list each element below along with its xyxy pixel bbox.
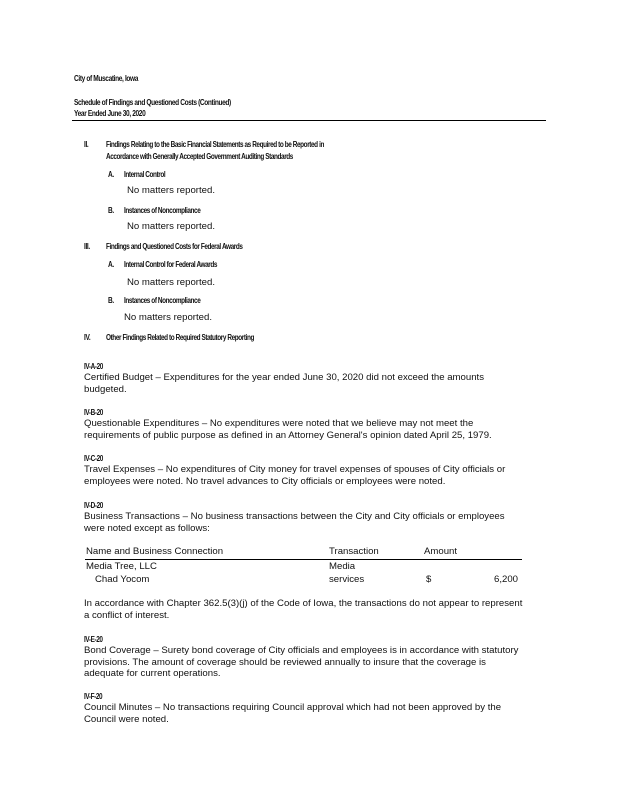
subsection-title: Internal Control for Federal Awards	[124, 260, 218, 269]
finding-text: Bond Coverage – Surety bond coverage of City officials and employees is in accordance with statutory	[84, 645, 519, 656]
finding-id: IV-A-20	[84, 362, 103, 371]
subsection-letter: A.	[108, 260, 114, 269]
transaction-type: Media	[329, 561, 356, 572]
finding-text: Questionable Expenditures – No expenditures were noted that we believe may not meet the	[84, 418, 474, 429]
finding-text: were noted except as follows:	[84, 523, 210, 534]
section-numeral: III.	[84, 242, 90, 251]
schedule-title: Schedule of Findings and Questioned Costs (Continued)	[74, 98, 231, 107]
section-title: Other Findings Related to Required Statutory Reporting	[106, 333, 255, 342]
finding-text: employees were noted. No travel advances to City officials or employees were noted.	[84, 476, 446, 487]
table-header-rule	[85, 559, 522, 560]
finding-text: Council were noted.	[84, 714, 169, 725]
conclusion-text: a conflict of interest.	[84, 610, 170, 621]
entity-name: City of Muscatine, Iowa	[74, 74, 139, 83]
finding-id: IV-C-20	[84, 454, 103, 463]
transaction-type-cont: services	[329, 574, 365, 585]
finding-id: IV-B-20	[84, 408, 103, 417]
subsection-title: Instances of Noncompliance	[124, 206, 201, 215]
subsection-body: No matters reported.	[127, 185, 215, 196]
amount: 6,200	[493, 574, 518, 585]
period: Year Ended June 30, 2020	[74, 109, 146, 118]
finding-text: provisions. The amount of coverage should be reviewed annually to insure that the coverage is	[84, 657, 486, 668]
section-title-cont: Accordance with Generally Accepted Government Auditing Standards	[106, 152, 293, 161]
finding-text: Travel Expenses – No expenditures of City money for travel expenses of spouses of City officials or	[84, 464, 506, 475]
subsection-letter: B.	[108, 296, 114, 305]
subsection-title: Instances of Noncompliance	[124, 296, 201, 305]
finding-text: Certified Budget – Expenditures for the year ended June 30, 2020 did not exceed the amounts	[84, 372, 485, 383]
subsection-title: Internal Control	[124, 170, 166, 179]
subsection-body: No matters reported.	[127, 221, 215, 232]
section-numeral: IV.	[84, 333, 91, 342]
subsection-body: No matters reported.	[127, 277, 215, 288]
finding-text: budgeted.	[84, 384, 127, 395]
section-numeral: II.	[84, 140, 89, 149]
section-title: Findings Relating to the Basic Financial Statements as Required to be Reported in	[106, 140, 324, 149]
finding-text: Business Transactions – No business transactions between the City and City officials or employees	[84, 511, 505, 522]
business-name: Media Tree, LLC	[86, 561, 157, 572]
subsection-letter: B.	[108, 206, 114, 215]
finding-id: IV-D-20	[84, 501, 103, 510]
conclusion-text: In accordance with Chapter 362.5(3)(j) of the Code of Iowa, the transactions do not appear to represent	[84, 598, 523, 609]
column-header-amount: Amount	[424, 546, 458, 557]
subsection-body: No matters reported.	[124, 312, 212, 323]
finding-text: adequate for current operations.	[84, 668, 221, 679]
official-name: Chad Yocom	[95, 574, 150, 585]
finding-id: IV-F-20	[84, 692, 103, 701]
finding-text: Council Minutes – No transactions requiring Council approval which had not been approved by the	[84, 702, 502, 713]
currency-symbol: $	[426, 574, 432, 585]
finding-text: requirements of public purpose as defined in an Attorney General's opinion dated April 25, 1979.	[84, 430, 492, 441]
column-header-name: Name and Business Connection	[86, 546, 224, 557]
section-title: Findings and Questioned Costs for Federal Awards	[106, 242, 243, 251]
header-rule	[72, 120, 546, 121]
finding-id: IV-E-20	[84, 635, 103, 644]
column-header-transaction: Transaction	[329, 546, 379, 557]
subsection-letter: A.	[108, 170, 114, 179]
